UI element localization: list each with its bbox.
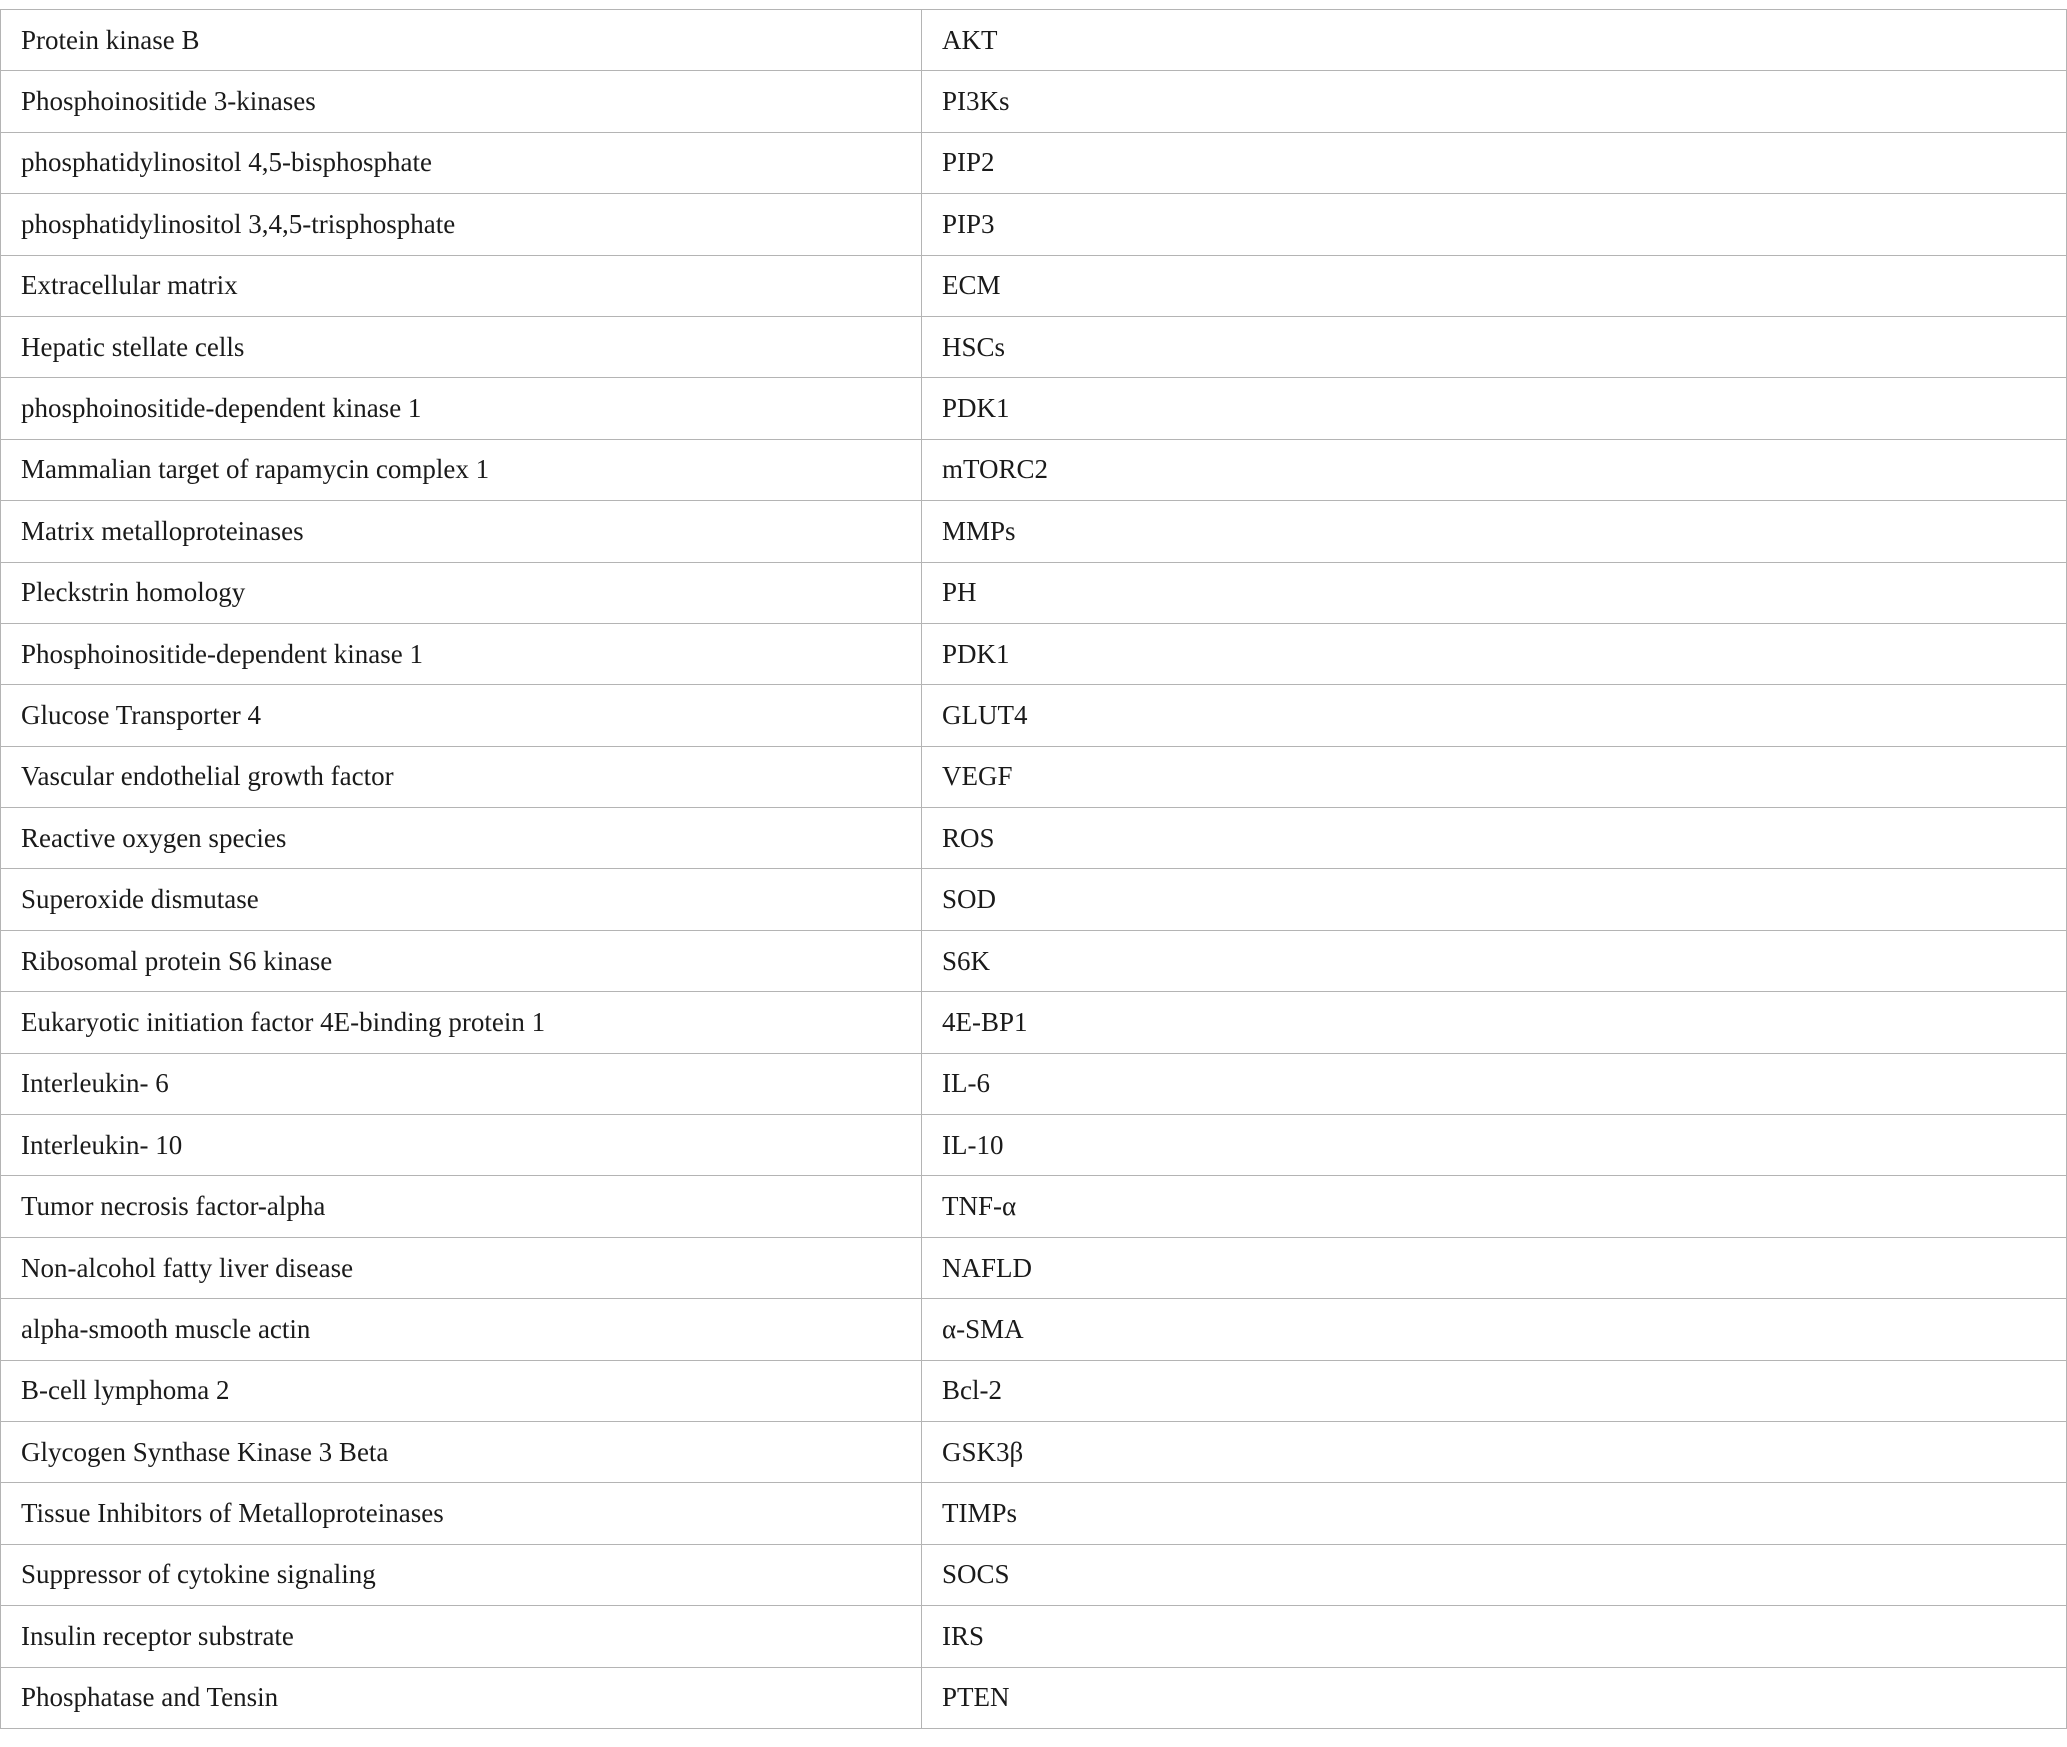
abbreviations-table bbox=[0, 9, 2067, 1729]
abbreviation-cell: PDK1 bbox=[922, 623, 2067, 684]
term-cell: Protein kinase B bbox=[1, 10, 922, 71]
table-row bbox=[1, 10, 2067, 71]
abbreviation-cell: ECM bbox=[922, 255, 2067, 316]
table-row bbox=[1, 132, 2067, 193]
abbreviation-cell: PDK1 bbox=[922, 378, 2067, 439]
term-cell: Suppressor of cytokine signaling bbox=[1, 1544, 922, 1605]
table-row bbox=[1, 1053, 2067, 1114]
table-row bbox=[1, 930, 2067, 991]
abbreviation-cell: SOCS bbox=[922, 1544, 2067, 1605]
abbreviation-cell: Bcl-2 bbox=[922, 1360, 2067, 1421]
term-cell: B-cell lymphoma 2 bbox=[1, 1360, 922, 1421]
table-row bbox=[1, 439, 2067, 500]
term-cell: Vascular endothelial growth factor bbox=[1, 746, 922, 807]
table-row bbox=[1, 1421, 2067, 1482]
term-cell: Superoxide dismutase bbox=[1, 869, 922, 930]
term-cell: Phosphoinositide 3-kinases bbox=[1, 71, 922, 132]
term-cell: Ribosomal protein S6 kinase bbox=[1, 930, 922, 991]
term-cell: Glucose Transporter 4 bbox=[1, 685, 922, 746]
term-cell: Non-alcohol fatty liver disease bbox=[1, 1237, 922, 1298]
table-row bbox=[1, 685, 2067, 746]
term-cell: phosphoinositide-dependent kinase 1 bbox=[1, 378, 922, 439]
table-row bbox=[1, 1606, 2067, 1667]
term-cell: Matrix metalloproteinases bbox=[1, 501, 922, 562]
table-row bbox=[1, 1299, 2067, 1360]
term-cell: Insulin receptor substrate bbox=[1, 1606, 922, 1667]
abbreviation-cell: TIMPs bbox=[922, 1483, 2067, 1544]
term-cell: Eukaryotic initiation factor 4E-binding protein 1 bbox=[1, 992, 922, 1053]
term-cell: Tumor necrosis factor-alpha bbox=[1, 1176, 922, 1237]
abbreviation-cell: VEGF bbox=[922, 746, 2067, 807]
term-cell: Hepatic stellate cells bbox=[1, 316, 922, 377]
abbreviation-cell: PTEN bbox=[922, 1667, 2067, 1728]
term-cell: Pleckstrin homology bbox=[1, 562, 922, 623]
abbreviation-cell: α-SMA bbox=[922, 1299, 2067, 1360]
table-row bbox=[1, 623, 2067, 684]
table-row bbox=[1, 1360, 2067, 1421]
term-cell: alpha-smooth muscle actin bbox=[1, 1299, 922, 1360]
table-row bbox=[1, 316, 2067, 377]
term-cell: Mammalian target of rapamycin complex 1 bbox=[1, 439, 922, 500]
abbreviation-cell: S6K bbox=[922, 930, 2067, 991]
abbreviations-table-body bbox=[1, 10, 2067, 1729]
table-row bbox=[1, 1667, 2067, 1728]
table-row bbox=[1, 562, 2067, 623]
table-row bbox=[1, 194, 2067, 255]
table-row bbox=[1, 1115, 2067, 1176]
table-row bbox=[1, 1544, 2067, 1605]
abbreviation-cell: NAFLD bbox=[922, 1237, 2067, 1298]
abbreviation-cell: PH bbox=[922, 562, 2067, 623]
abbreviation-cell: SOD bbox=[922, 869, 2067, 930]
term-cell: Reactive oxygen species bbox=[1, 808, 922, 869]
term-cell: phosphatidylinositol 4,5-bisphosphate bbox=[1, 132, 922, 193]
abbreviation-cell: PIP2 bbox=[922, 132, 2067, 193]
table-row bbox=[1, 992, 2067, 1053]
abbreviation-cell: ROS bbox=[922, 808, 2067, 869]
abbreviation-cell: 4E-BP1 bbox=[922, 992, 2067, 1053]
abbreviation-cell: IL-10 bbox=[922, 1115, 2067, 1176]
abbreviation-cell: TNF-α bbox=[922, 1176, 2067, 1237]
abbreviation-cell: PIP3 bbox=[922, 194, 2067, 255]
term-cell: Tissue Inhibitors of Metalloproteinases bbox=[1, 1483, 922, 1544]
table-row bbox=[1, 1237, 2067, 1298]
abbreviation-cell: GSK3β bbox=[922, 1421, 2067, 1482]
abbreviation-cell: HSCs bbox=[922, 316, 2067, 377]
table-row bbox=[1, 1176, 2067, 1237]
table-row bbox=[1, 1483, 2067, 1544]
abbreviation-cell: PI3Ks bbox=[922, 71, 2067, 132]
table-row bbox=[1, 71, 2067, 132]
table-row bbox=[1, 378, 2067, 439]
abbreviation-cell: GLUT4 bbox=[922, 685, 2067, 746]
table-row bbox=[1, 808, 2067, 869]
table-row bbox=[1, 746, 2067, 807]
term-cell: Phosphatase and Tensin bbox=[1, 1667, 922, 1728]
abbreviation-cell: IRS bbox=[922, 1606, 2067, 1667]
abbreviation-cell: AKT bbox=[922, 10, 2067, 71]
term-cell: Extracellular matrix bbox=[1, 255, 922, 316]
table-row bbox=[1, 255, 2067, 316]
term-cell: Glycogen Synthase Kinase 3 Beta bbox=[1, 1421, 922, 1482]
term-cell: phosphatidylinositol 3,4,5-trisphosphate bbox=[1, 194, 922, 255]
table-row bbox=[1, 869, 2067, 930]
abbreviation-cell: IL-6 bbox=[922, 1053, 2067, 1114]
abbreviation-cell: mTORC2 bbox=[922, 439, 2067, 500]
term-cell: Interleukin- 6 bbox=[1, 1053, 922, 1114]
table-row bbox=[1, 501, 2067, 562]
term-cell: Interleukin- 10 bbox=[1, 1115, 922, 1176]
term-cell: Phosphoinositide-dependent kinase 1 bbox=[1, 623, 922, 684]
abbreviation-cell: MMPs bbox=[922, 501, 2067, 562]
